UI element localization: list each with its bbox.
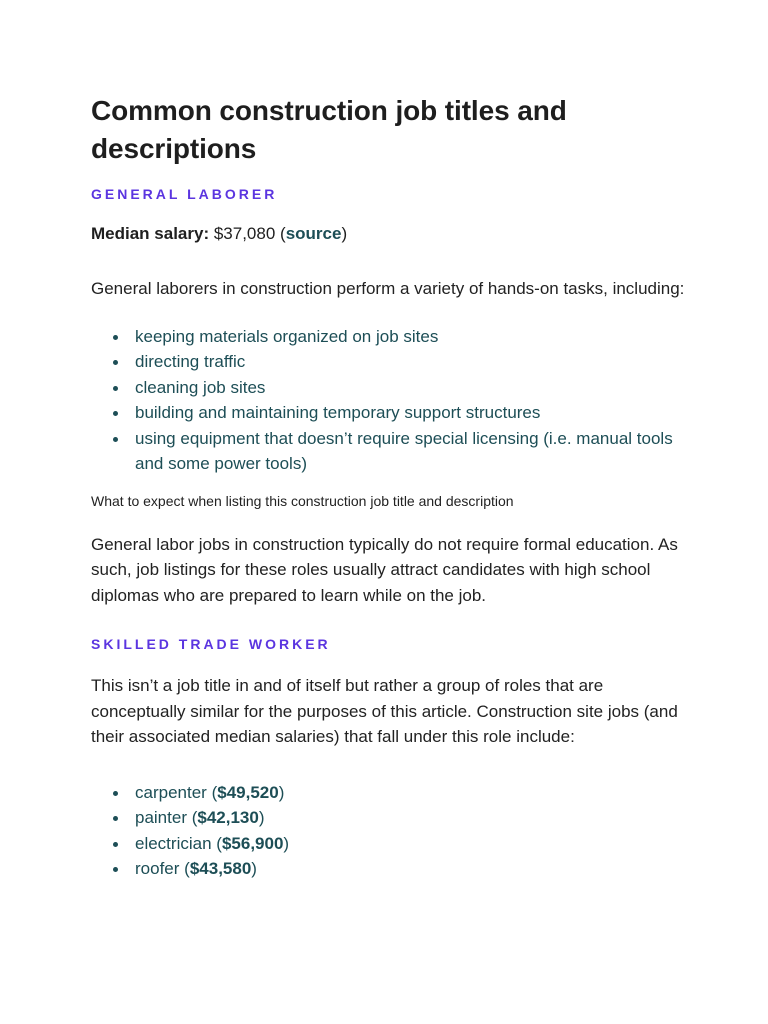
source-link[interactable]: source bbox=[285, 224, 342, 243]
skilled-trade-role-list bbox=[91, 780, 691, 882]
list-item bbox=[91, 349, 691, 375]
median-salary-line bbox=[91, 221, 691, 247]
general-laborer-task-list bbox=[91, 324, 691, 477]
role-name: carpenter bbox=[135, 782, 207, 802]
list-item-text: using equipment that doesn’t require special licensing (i.e. manual tools and some power tools) bbox=[135, 428, 673, 473]
bullet-icon bbox=[113, 335, 118, 340]
bullet-icon bbox=[113, 386, 118, 391]
paren-close: ) bbox=[341, 224, 348, 243]
bullet-icon bbox=[113, 411, 118, 416]
section-heading-skilled-trade-worker: SKILLED TRADE WORKER bbox=[91, 636, 331, 652]
expectation-caption: What to expect when listing this construction job title and description bbox=[91, 492, 514, 509]
section-heading-general-laborer: GENERAL LABORER bbox=[91, 186, 278, 202]
article bbox=[91, 92, 691, 882]
list-item: carpenter ($49,520) bbox=[91, 780, 691, 806]
role-salary: $42,130 bbox=[197, 808, 259, 827]
role-salary: $43,580 bbox=[189, 859, 252, 878]
list-item-text: cleaning job sites bbox=[135, 377, 266, 397]
bullet-icon bbox=[113, 437, 118, 442]
list-item-text: directing traffic bbox=[135, 352, 246, 371]
expectation-text: General labor jobs in construction typically do not require formal education. As such, job listings for these roles usually attract candidates with high school diplomas who are prepared to learn while on the job. bbox=[91, 534, 678, 605]
skilled-trade-intro: This isn’t a job title in and of itself but rather a group of roles that are conceptually similar for the purposes of this article. Construction site jobs (and their associated median salaries) that fall under this role include: bbox=[91, 676, 678, 746]
list-item bbox=[91, 400, 691, 426]
role-name: roofer bbox=[135, 859, 180, 878]
role-name: painter bbox=[135, 808, 187, 827]
role-salary: $49,520 bbox=[217, 782, 279, 802]
role-salary: $56,900 bbox=[221, 833, 284, 853]
list-item: painter ($42,130) bbox=[91, 805, 691, 831]
bullet-icon bbox=[113, 791, 118, 796]
bullet-icon bbox=[113, 360, 118, 365]
list-item bbox=[91, 375, 691, 401]
list-item: roofer ($43,580) bbox=[91, 856, 691, 882]
paren-open: ( bbox=[275, 224, 286, 243]
list-item bbox=[91, 324, 691, 350]
page-title: Common construction job titles and descriptions bbox=[91, 95, 567, 164]
bullet-icon bbox=[113, 842, 118, 847]
list-item bbox=[91, 426, 691, 477]
list-item: electrician ($56,900) bbox=[91, 831, 691, 857]
median-salary-value: $37,080 bbox=[213, 224, 276, 243]
bullet-icon bbox=[113, 867, 118, 872]
list-item-text: building and maintaining temporary support structures bbox=[135, 403, 541, 422]
median-salary-label: Median salary: bbox=[91, 224, 210, 243]
list-item-text: keeping materials organized on job sites bbox=[135, 326, 439, 346]
general-laborer-intro: General laborers in construction perform a variety of hands-on tasks, including: bbox=[91, 279, 685, 298]
bullet-icon bbox=[113, 816, 118, 821]
role-name: electrician bbox=[135, 833, 212, 853]
